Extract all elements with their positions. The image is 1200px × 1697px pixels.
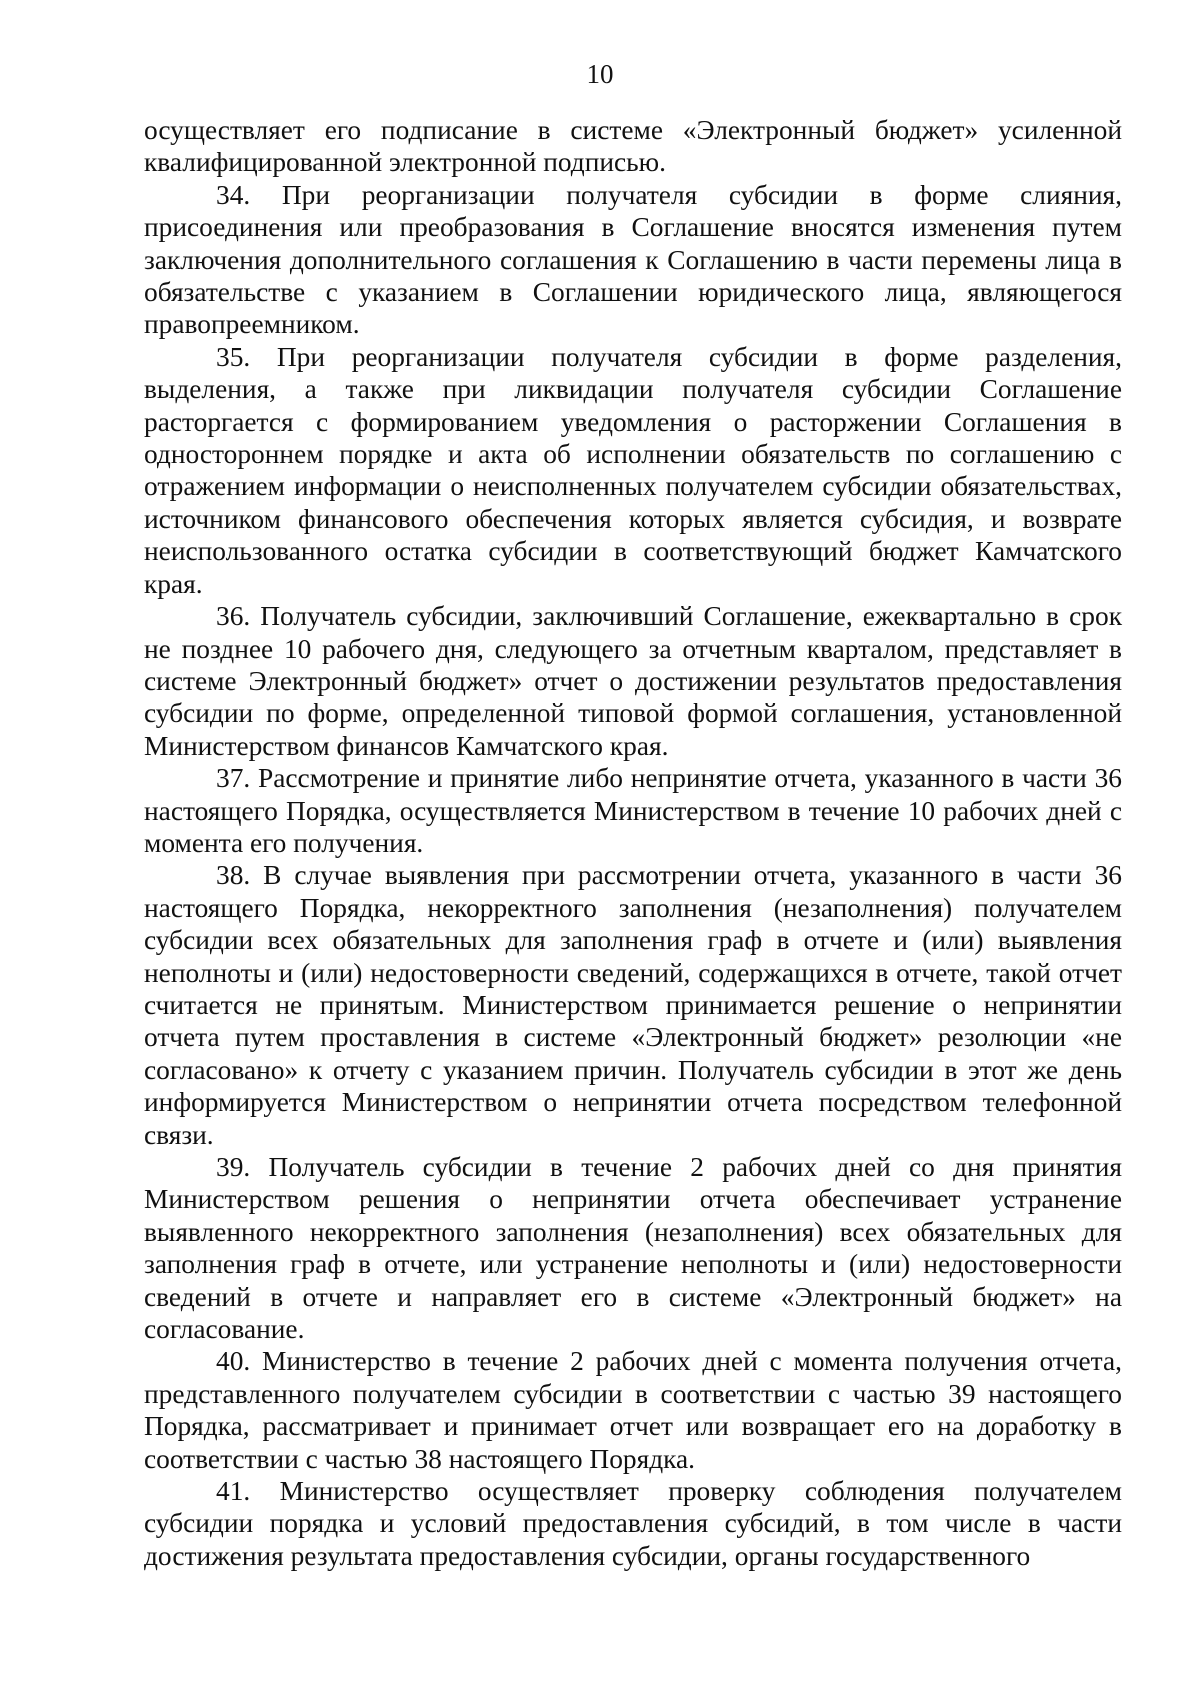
paragraph-36: 36. Получатель субсидии, заключивший Соглашение, ежеквартально в срок не позднее 10 рабочего дня, следующего за отчетным кварталом, представляет в системе Электронный бюджет» отчет о достижении результатов предоставления субсидии по форме, определенной типовой формой соглашения, установленной Министерством финансов Камчатского края. [144,601,1122,761]
paragraph-40: 40. Министерство в течение 2 рабочих дней с момента получения отчета, представленного получателем субсидии в соответствии с частью 39 настоящего Порядка, рассматривает и принимает отчет или возвращает его на доработку в соответствии с частью 38 настоящего Порядка. [144,1346,1122,1474]
paragraph-39: 39. Получатель субсидии в течение 2 рабочих дней со дня принятия Министерством решения о непринятии отчета обеспечивает устранение выявленного некорректного заполнения (незаполнения) всех обязательных для заполнения граф в отчете, или устранение неполноты и (или) недостоверности сведений в отчете и направляет его в системе «Электронный бюджет» на согласование. [144,1152,1122,1345]
paragraph-38: 38. В случае выявления при рассмотрении отчета, указанного в части 36 настоящего Порядка, некорректного заполнения (незаполнения) получателем субсидии всех обязательных для заполнения граф в отчете и (или) выявления неполноты и (или) недостоверности сведений, содержащихся в отчете, такой отчет считается не принятым. Министерством принимается решение о непринятии отчета путем проставления в системе «Электронный бюджет» резолюции «не согласовано» к отчету с указанием причин. Получатель субсидии в этот же день информируется Министерством о непринятии отчета посредством телефонной связи. [144,860,1122,1150]
document-body [144,114,1122,1572]
paragraph-continuation: осуществляет его подписание в системе «Электронный бюджет» усиленной квалифицированной электронной подписью. [144,115,1122,178]
paragraph-41: 41. Министерство осуществляет проверку соблюдения получателем субсидии порядка и условий предоставления субсидий, в том числе в части достижения результата предоставления субсидии, органы государственного [144,1476,1122,1571]
paragraph-37: 37. Рассмотрение и принятие либо непринятие отчета, указанного в части 36 настоящего Порядка, осуществляется Министерством в течение 10 рабочих дней с момента его получения. [144,763,1122,858]
paragraph-35: 35. При реорганизации получателя субсидии в форме разделения, выделения, а также при ликвидации получателя субсидии Соглашение расторгается с формированием уведомления о расторжении Соглашения в одностороннем порядке и акта об исполнении обязательств по соглашению с отражением информации о неисполненных получателем субсидии обязательствах, источником финансового обеспечения которых является субсидия, и возврате неиспользованного остатка субсидии в соответствующий бюджет Камчатского края. [144,341,1122,599]
page-number: 10 [586,59,614,89]
paragraph-34: 34. При реорганизации получателя субсидии в форме слияния, присоединения или преобразования в Соглашение вносятся изменения путем заключения дополнительного соглашения к Соглашению в части перемены лица в обязательстве с указанием в Соглашении юридического лица, являющегося правопреемником. [144,179,1122,340]
